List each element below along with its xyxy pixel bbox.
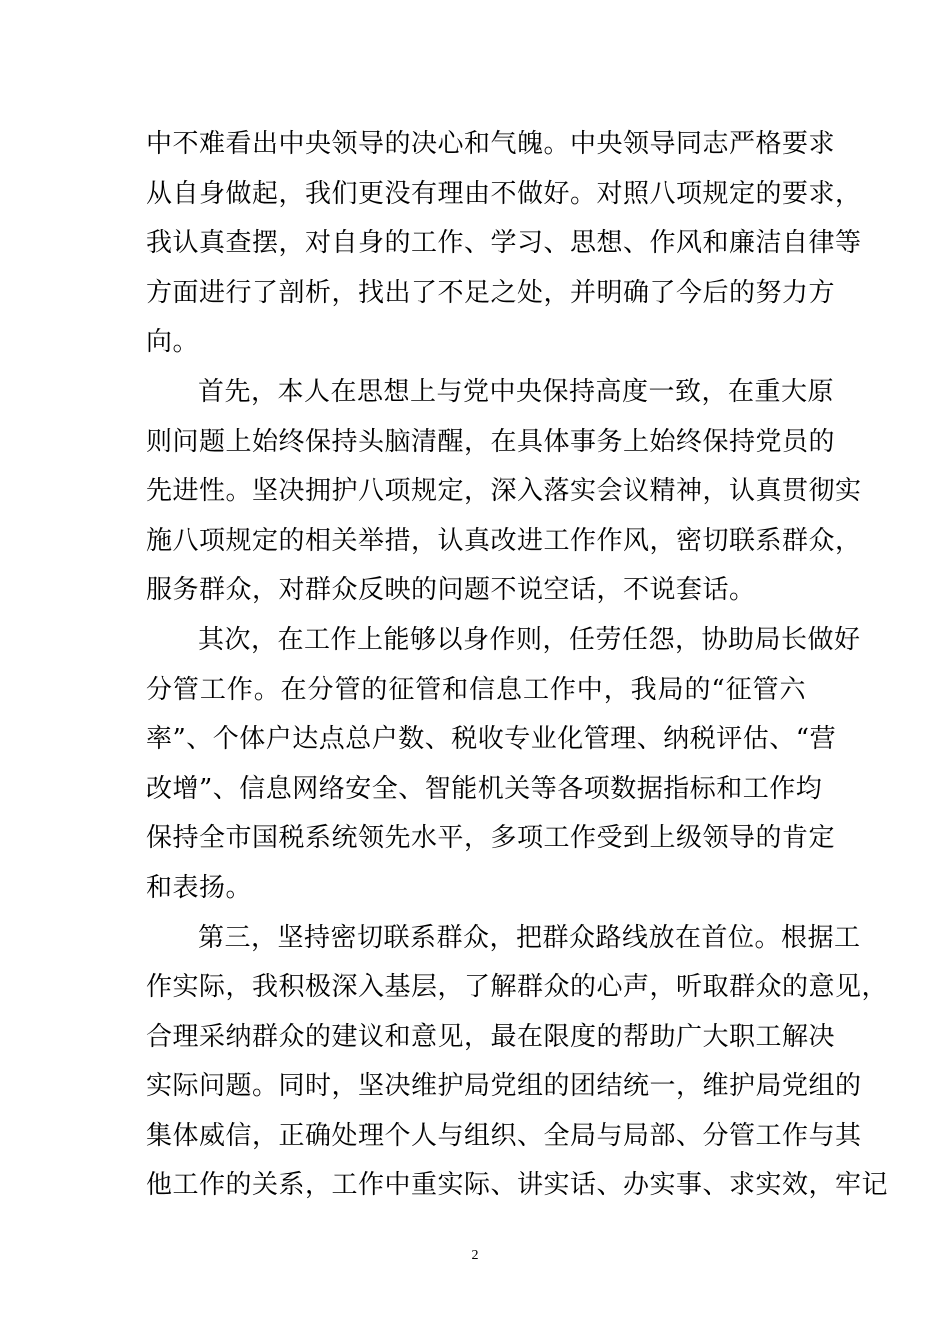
text-line: 先进性。坚决拥护八项规定，深入落实会议精神，认真贯彻实 bbox=[146, 476, 862, 507]
text-line: 他工作的关系，工作中重实际、讲实话、办实事、求实效，牢记 bbox=[146, 1170, 889, 1201]
text-line: 向。 bbox=[146, 327, 200, 358]
text-line: 其次，在工作上能够以身作则，任劳任怨，协助局长做好 bbox=[198, 624, 861, 655]
text-line: 率”、个体户达点总户数、税收专业化管理、纳税评估、“营 bbox=[146, 724, 837, 755]
text-line: 我认真查摆，对自身的工作、学习、思想、作风和廉洁自律等 bbox=[146, 228, 862, 259]
text-line: 第三，坚持密切联系群众，把群众路线放在首位。根据工 bbox=[198, 922, 861, 953]
text-line: 服务群众，对群众反映的问题不说空话，不说套话。 bbox=[146, 575, 756, 606]
text-line: 方面进行了剖析，找出了不足之处，并明确了今后的努力方 bbox=[146, 277, 836, 308]
text-line: 和表扬。 bbox=[146, 872, 253, 903]
page-number: 2 bbox=[471, 1248, 479, 1263]
paragraph bbox=[146, 914, 889, 1212]
text-line: 合理采纳群众的建议和意见，最在限度的帮助广大职工解决 bbox=[146, 1021, 836, 1052]
text-line: 实际问题。同时，坚决维护局党组的团结统一，维护局党组的 bbox=[146, 1071, 862, 1102]
text-line: 则问题上始终保持头脑清醒，在具体事务上始终保持党员的 bbox=[146, 426, 836, 457]
text-line: 施八项规定的相关举措，认真改进工作作风，密切联系群众， bbox=[146, 525, 862, 556]
text-line: 首先，本人在思想上与党中央保持高度一致，在重大原 bbox=[198, 376, 835, 407]
text-line: 改增”、信息网络安全、智能机关等各项数据指标和工作均 bbox=[146, 773, 823, 804]
text-line: 分管工作。在分管的征管和信息工作中，我局的“征管六 bbox=[146, 674, 806, 705]
paragraph bbox=[146, 120, 862, 368]
paragraph bbox=[146, 368, 862, 616]
text-line: 中不难看出中央领导的决心和气魄。中央领导同志严格要求 bbox=[146, 129, 836, 159]
body-text bbox=[146, 120, 889, 1211]
text-line: 集体威信，正确处理个人与组织、全局与局部、分管工作与其 bbox=[146, 1120, 862, 1151]
text-line: 从自身做起，我们更没有理由不做好。对照八项规定的要求， bbox=[146, 178, 862, 209]
text-line: 保持全市国税系统领先水平，多项工作受到上级领导的肯定 bbox=[146, 823, 836, 854]
paragraph bbox=[146, 616, 861, 914]
text-line: 作实际，我积极深入基层，了解群众的心声，听取群众的意见， bbox=[146, 972, 889, 1003]
